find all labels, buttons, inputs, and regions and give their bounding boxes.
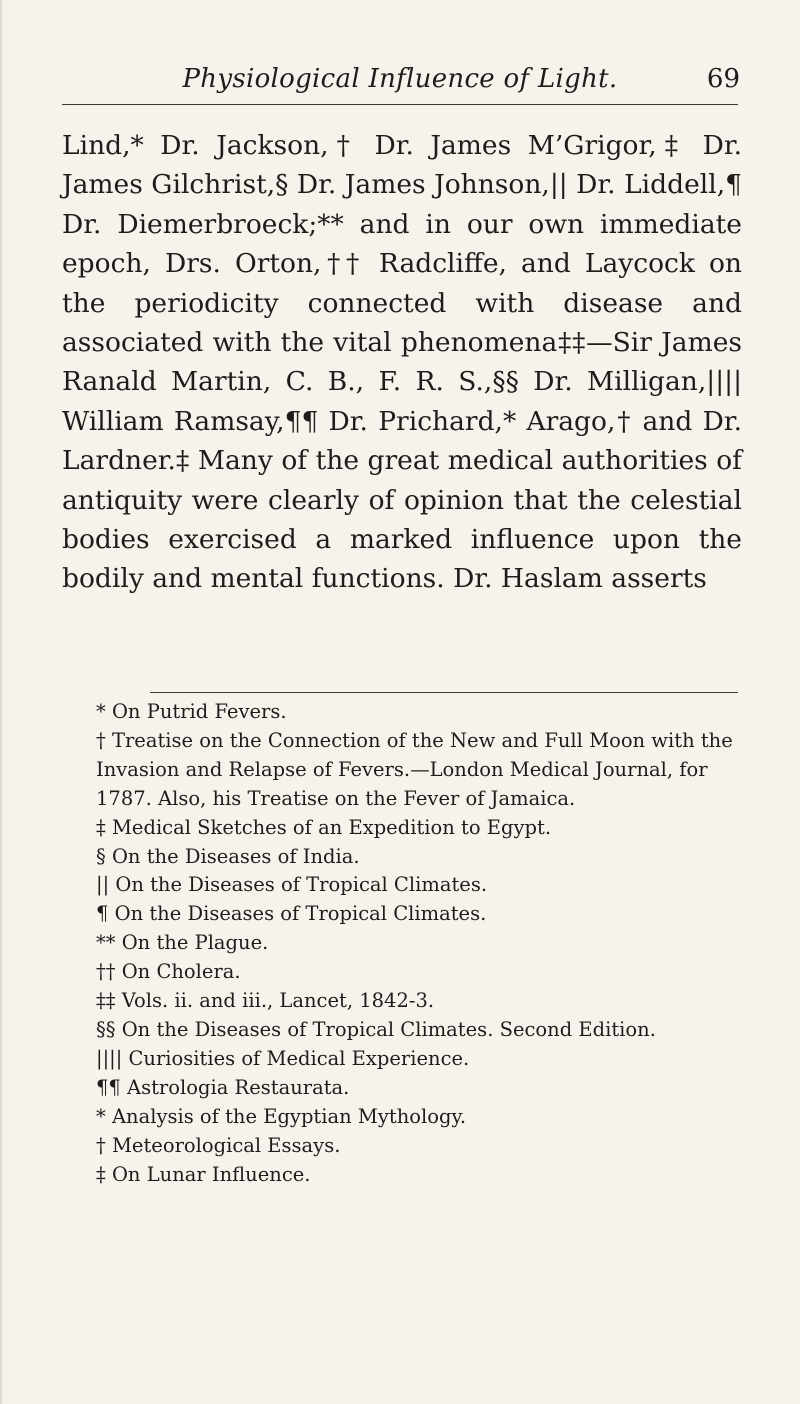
footnote-item: * Analysis of the Egyptian Mythology. (96, 1104, 467, 1128)
footnote-item: ** On the Plague. (96, 931, 269, 955)
footnote-item: ‡‡ Vols. ii. and iii., Lancet, 1842-3. (96, 989, 435, 1013)
page-number: 69 (706, 64, 740, 94)
footnotes-list (62, 698, 742, 1189)
footnote-item: † Treatise on the Connection of the New and Full Moon with the Invasion and Relapse of Fevers.—London Medical Journal, for 1787. Also, his Treatise on the Fever of Jamaica. (96, 728, 733, 810)
footnote-item: ¶ On the Diseases of Tropical Climates. (96, 902, 487, 926)
footnote-item: || On the Diseases of Tropical Climates. (96, 873, 488, 897)
footnote-item: * On Putrid Fevers. (96, 700, 287, 723)
footnote-item: ‡ On Lunar Influence. (96, 1162, 311, 1186)
body-paragraph: Lind,* Dr. Jackson,† Dr. James M’Grigor,‡ Dr. James Gilchrist,§ Dr. James Johnson,|| Dr. Liddell,¶ Dr. Diemerbroeck;** and in our own immediate epoch, Drs. Orton,†† Radcliffe, and Laycock on the periodicity connected with disease and associated with the vital phenomena‡‡—Sir James Ranald Martin, C. B., F. R. S.,§§ Dr. Milligan,|||| William Ramsay,¶¶ Dr. Prichard,* Arago,† and Dr. Lardner.‡ Many of the great medical authorities of antiquity were clearly of opinion that the celestial bodies exercised a marked influence upon the bodily and mental functions. Dr. Haslam asserts (62, 130, 742, 595)
running-title: Physiological Influence of Light. (182, 64, 618, 94)
footnote-item: ‡ Medical Sketches of an Expedition to Egypt. (96, 815, 552, 839)
footnote-item: §§ On the Diseases of Tropical Climates. Second Edition. (96, 1017, 656, 1041)
page-edge-shadow (0, 0, 3, 1404)
footnote-rule (150, 692, 738, 693)
footnote-item: § On the Diseases of India. (96, 844, 360, 868)
footnote-item: ¶¶ Astrologia Restaurata. (96, 1075, 350, 1099)
footnote-item: † Meteorological Essays. (96, 1133, 341, 1157)
footnote-item: |||| Curiosities of Medical Experience. (96, 1046, 470, 1070)
header-rule (62, 104, 738, 105)
running-head (60, 64, 740, 104)
footnote-item: †† On Cholera. (96, 960, 241, 984)
